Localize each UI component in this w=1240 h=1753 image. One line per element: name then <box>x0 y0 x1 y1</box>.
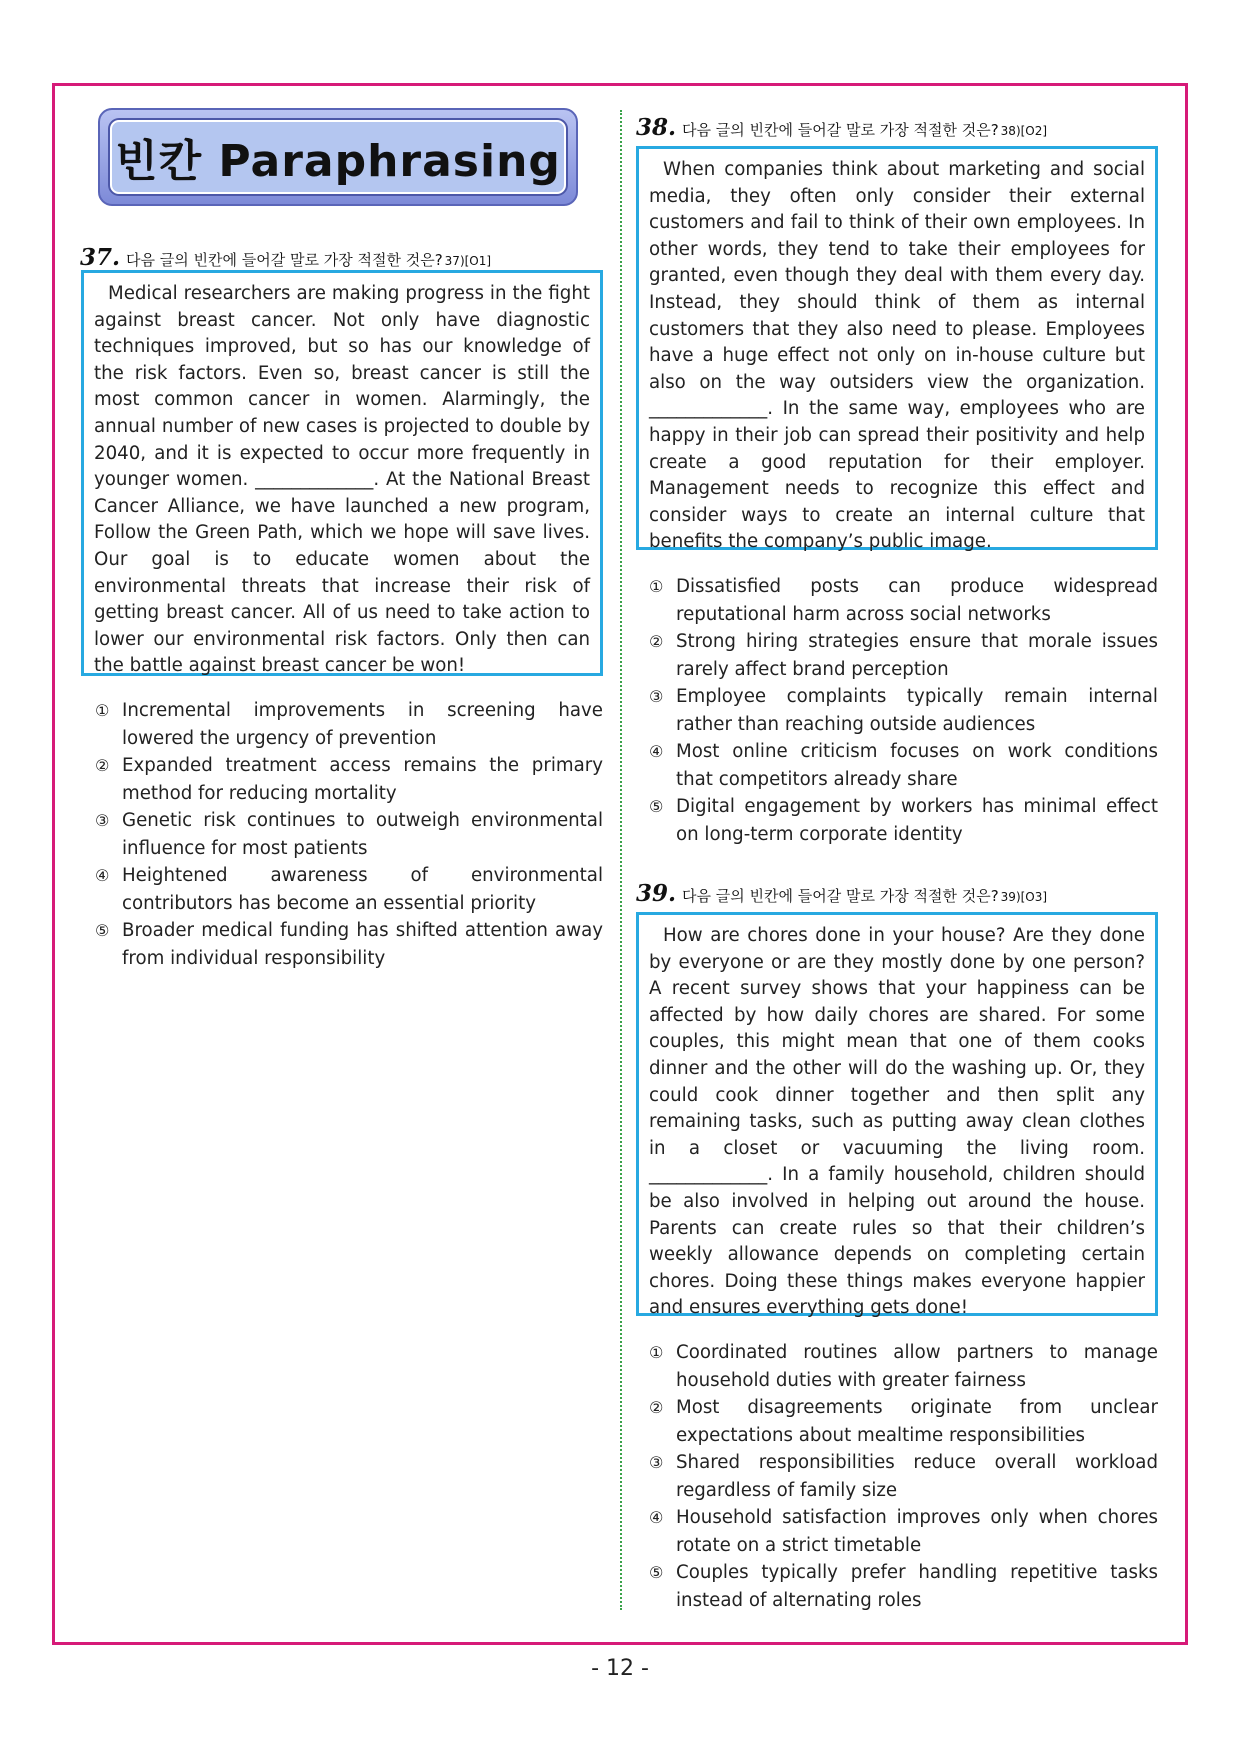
option-text: Most online criticism focuses on work conditions that competitors already share <box>676 741 1158 790</box>
option-text: Incremental improvements in screening have lowered the urgency of prevention <box>122 700 603 749</box>
question-prompt: 다음 글의 빈칸에 들어갈 말로 가장 적절한 것은? <box>126 251 443 269</box>
page-number: - 12 - <box>591 1656 649 1681</box>
option-5[interactable] <box>649 793 1158 848</box>
option-number: ⑤ <box>649 1563 664 1582</box>
question-39-header <box>636 880 1047 907</box>
option-2[interactable] <box>649 1394 1158 1449</box>
option-number: ④ <box>95 866 110 885</box>
option-number: ② <box>95 756 110 775</box>
option-text: Expanded treatment access remains the primary method for reducing mortality <box>122 755 603 804</box>
question-37-header <box>80 244 491 271</box>
question-39-options <box>649 1339 1158 1614</box>
option-number: ⑤ <box>649 797 664 816</box>
option-5[interactable] <box>649 1559 1158 1614</box>
question-38-options <box>649 573 1158 848</box>
option-text: Employee complaints typically remain internal rather than reaching outside audiences <box>676 686 1158 735</box>
question-source: 38)[O2] <box>1000 124 1048 138</box>
passage-text: When companies think about marketing and social media, they often only consider their external customers and fail to think of their own employees. In other words, they tend to take their employees for granted, even though they deal with them every day. Instead, they should think of them as internal customers that they also need to please. Employees have a huge effect not only on in-house culture but also on the way outsiders view the organization. _____________. In the same way, employees who are happy in their job can spread their positivity and help create a good reputation for their employer. Management needs to recognize this effect and consider ways to create an internal culture that benefits the company’s public image. <box>649 159 1145 553</box>
option-number: ④ <box>649 742 664 761</box>
title-banner <box>98 108 578 206</box>
passage-text: Medical researchers are making progress in the fight against breast cancer. Not only have diagnostic techniques improved, but so has our knowledge of the risk factors. Even so, breast cancer is still the most common cancer in women. Alarmingly, the annual number of new cases is projected to double by 2040, and it is expected to occur more frequently in younger women. _____________. At the National Breast Cancer Alliance, we have launched a new program, Follow the Green Path, which we hope will save lives. Our goal is to educate women about the environmental threats that increase their risk of getting breast cancer. All of us need to take action to lower our environmental risk factors. Only then can the battle against breast cancer be won! <box>94 283 590 677</box>
question-37-passage-box <box>81 270 603 676</box>
title-inner <box>110 120 566 194</box>
option-2[interactable] <box>649 628 1158 683</box>
option-text: Digital engagement by workers has minimal effect on long-term corporate identity <box>676 796 1158 845</box>
option-1[interactable] <box>649 573 1158 628</box>
question-number: 38. <box>636 114 677 141</box>
question-38-passage-box <box>636 146 1158 553</box>
option-text: Heightened awareness of environmental contributors has become an essential priority <box>122 865 603 914</box>
option-text: Broader medical funding has shifted attention away from individual responsibility <box>122 920 603 969</box>
option-number: ② <box>649 632 664 651</box>
option-number: ③ <box>95 811 110 830</box>
option-number: ① <box>95 701 110 720</box>
option-number: ③ <box>649 1453 664 1472</box>
passage-text: How are chores done in your house? Are they done by everyone or are they mostly done by one person? A recent survey shows that your happiness can be affected by how daily chores are shared. For some couples, this might mean that one of them cooks dinner and the other will do the washing up. Or, they could cook dinner together and then split any remaining tasks, such as putting away clean clothes in a closet or vacuuming the living room. _____________. In a family household, children should be also involved in helping out around the house. Parents can create rules so that their children’s weekly allowance depends on completing certain chores. Doing these things makes everyone happier and ensures everything gets done! <box>649 925 1145 1319</box>
option-number: ⑤ <box>95 921 110 940</box>
option-text: Most disagreements originate from unclear expectations about mealtime responsibilities <box>676 1397 1158 1446</box>
option-text: Coordinated routines allow partners to manage household duties with greater fairness <box>676 1342 1158 1391</box>
option-5[interactable] <box>95 917 603 972</box>
question-prompt: 다음 글의 빈칸에 들어갈 말로 가장 적절한 것은? <box>682 887 999 905</box>
question-37-options <box>95 697 603 972</box>
option-4[interactable] <box>649 1504 1158 1559</box>
option-number: ① <box>649 577 664 596</box>
option-3[interactable] <box>649 1449 1158 1504</box>
question-source: 39)[O3] <box>1000 890 1048 904</box>
option-4[interactable] <box>95 862 603 917</box>
question-39-passage-box <box>636 912 1158 1319</box>
option-number: ③ <box>649 687 664 706</box>
page-title: 빈칸 Paraphrasing <box>115 136 561 187</box>
question-prompt: 다음 글의 빈칸에 들어갈 말로 가장 적절한 것은? <box>682 121 999 139</box>
question-38-header <box>636 114 1047 141</box>
option-3[interactable] <box>95 807 603 862</box>
option-text: Couples typically prefer handling repetitive tasks instead of alternating roles <box>676 1562 1158 1611</box>
option-number: ① <box>649 1343 664 1362</box>
option-number: ② <box>649 1398 664 1417</box>
option-3[interactable] <box>649 683 1158 738</box>
option-2[interactable] <box>95 752 603 807</box>
option-1[interactable] <box>95 697 603 752</box>
option-text: Genetic risk continues to outweigh environmental influence for most patients <box>122 810 603 859</box>
question-source: 37)[O1] <box>444 254 492 268</box>
option-text: Household satisfaction improves only when chores rotate on a strict timetable <box>676 1507 1158 1556</box>
option-1[interactable] <box>649 1339 1158 1394</box>
option-text: Dissatisfied posts can produce widespread reputational harm across social networks <box>676 576 1158 625</box>
option-number: ④ <box>649 1508 664 1527</box>
column-divider <box>620 110 622 1610</box>
option-text: Shared responsibilities reduce overall workload regardless of family size <box>676 1452 1158 1501</box>
question-number: 37. <box>80 244 121 271</box>
option-4[interactable] <box>649 738 1158 793</box>
question-number: 39. <box>636 880 677 907</box>
option-text: Strong hiring strategies ensure that morale issues rarely affect brand perception <box>676 631 1158 680</box>
